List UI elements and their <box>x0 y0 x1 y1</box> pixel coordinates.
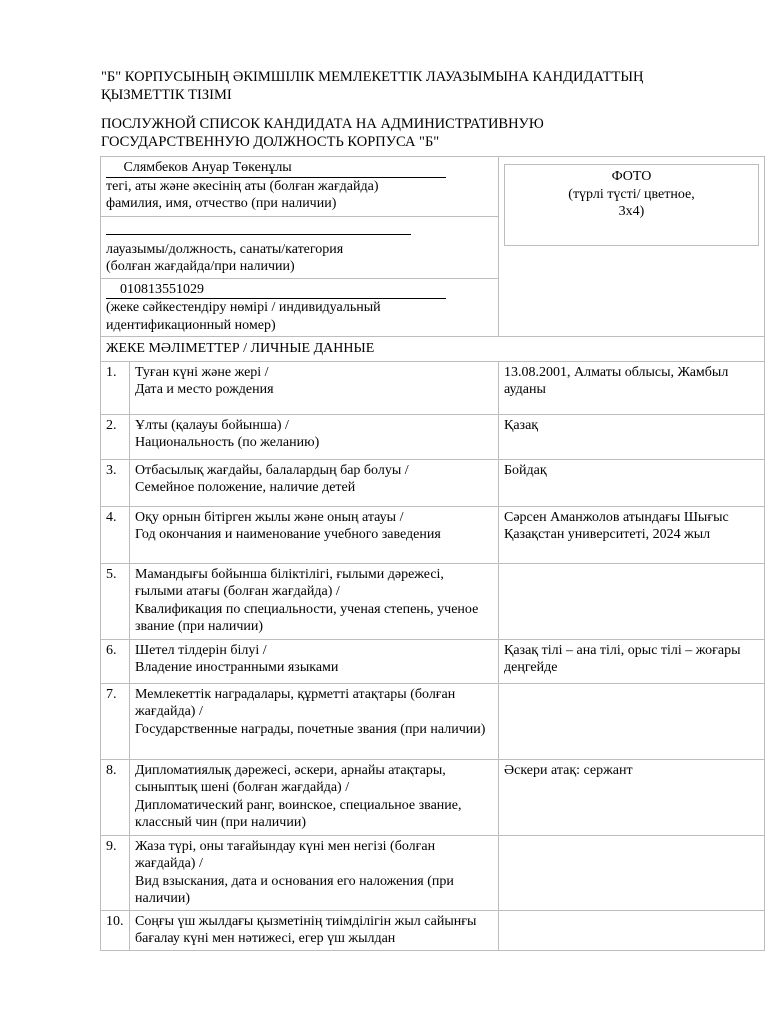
service-record-table <box>100 156 765 951</box>
row-value <box>499 910 765 950</box>
iin-cell <box>101 278 499 337</box>
row-number: 4. <box>101 506 130 563</box>
row-number: 10. <box>101 910 130 950</box>
row-label: Отбасылық жағдайы, балалардың бар болуы / Семейное положение, наличие детей <box>130 459 499 506</box>
table-row <box>101 459 765 506</box>
row-value: Сәрсен Аманжолов атындағы Шығыс Қазақстан университеті, 2024 жыл <box>499 506 765 563</box>
photo-placeholder <box>504 164 759 246</box>
iin-value: 010813551029 <box>106 281 446 300</box>
row-number: 5. <box>101 563 130 639</box>
row-value <box>499 835 765 910</box>
row-label: Оқу орнын бітірген жылы және оның атауы / Год окончания и наименование учебного заведения <box>130 506 499 563</box>
row-label: Мамандығы бойынша біліктілігі, ғылыми дәрежесі, ғылыми атағы (болған жағдайда) / Квалификация по специальности, ученая степень, ученое звание (при наличии) <box>130 563 499 639</box>
title-russian: ПОСЛУЖНОЙ СПИСОК КАНДИДАТА НА АДМИНИСТРАТИВНУЮ ГОСУДАРСТВЕННУЮ ДОЛЖНОСТЬ КОРПУСА "Б" <box>101 116 544 150</box>
row-number: 2. <box>101 414 130 459</box>
row-label: Жаза түрі, оны тағайындау күні мен негізі (болған жағдайда) / Вид взыскания, дата и основания его наложения (при наличии) <box>130 835 499 910</box>
photo-title: ФОТО <box>611 169 652 184</box>
table-row <box>101 361 765 414</box>
row-value: Қазақ <box>499 414 765 459</box>
row-value <box>499 683 765 759</box>
table-row <box>101 506 765 563</box>
iin-label-kz: (жеке сәйкестендіру нөмірі / индивидуальный <box>106 300 381 315</box>
row-label: Дипломатиялық дәрежесі, әскери, арнайы атақтары, сыныптық шені (болған жағдайда) / Дипломатический ранг, воинское, специальное звание, классный чин (при наличии) <box>130 759 499 835</box>
photo-line2: 3х4) <box>618 204 645 219</box>
name-label-kz: тегі, аты және әкесінің аты (болған жағдайда) <box>106 178 379 194</box>
name-cell <box>101 157 499 217</box>
section-title: ЖЕКЕ МӘЛІМЕТТЕР / ЛИЧНЫЕ ДАННЫЕ <box>101 337 765 362</box>
row-label: Туған күні және жері / Дата и место рождения <box>130 361 499 414</box>
row-label: Соңғы үш жылдағы қызметінің тиімділігін жыл сайынғы бағалау күні мен нәтижесі, егер үш жылдан <box>130 910 499 950</box>
row-label: Шетел тілдерін білуі / Владение иностранными языками <box>130 639 499 683</box>
row-number: 6. <box>101 639 130 683</box>
row-value: Бойдақ <box>499 459 765 506</box>
position-cell <box>101 217 499 279</box>
row-value: 13.08.2001, Алматы облысы, Жамбыл ауданы <box>499 361 765 414</box>
table-row <box>101 910 765 950</box>
row-number: 1. <box>101 361 130 414</box>
row-value: Әскери атақ: сержант <box>499 759 765 835</box>
title-kazakh: "Б" КОРПУСЫНЫҢ ӘКІМШІЛІК МЕМЛЕКЕТТІК ЛАУАЗЫМЫНА КАНДИДАТТЫҢ ҚЫЗМЕТТІК ТІЗІМІ <box>101 69 644 103</box>
table-row <box>101 835 765 910</box>
photo-cell <box>499 157 765 337</box>
photo-line1: (түрлі түсті/ цветное, <box>568 186 695 202</box>
row-label: Ұлты (қалауы бойынша) / Национальность (по желанию) <box>130 414 499 459</box>
name-row <box>101 157 765 217</box>
row-number: 3. <box>101 459 130 506</box>
table-row <box>101 639 765 683</box>
row-number: 9. <box>101 835 130 910</box>
position-value <box>106 219 411 235</box>
row-number: 8. <box>101 759 130 835</box>
row-value: Қазақ тілі – ана тілі, орыс тілі – жоғары деңгейде <box>499 639 765 683</box>
table-row <box>101 683 765 759</box>
section-row <box>101 337 765 362</box>
iin-label-ru: идентификационный номер) <box>106 317 276 333</box>
row-number: 7. <box>101 683 130 759</box>
row-label: Мемлекеттік наградалары, құрметті атақтары (болған жағдайда) / Государственные награды, почетные звания (при наличии) <box>130 683 499 759</box>
name-label-ru: фамилия, имя, отчество (при наличии) <box>106 196 337 211</box>
position-label-ru: (болған жағдайда/при наличии) <box>106 259 295 274</box>
table-row <box>101 414 765 459</box>
table-row <box>101 563 765 639</box>
table-row <box>101 759 765 835</box>
position-label-kz: лауазымы/должность, санаты/категория <box>106 241 344 257</box>
name-value: Слямбеков Ануар Төкенұлы <box>106 159 446 178</box>
row-value <box>499 563 765 639</box>
